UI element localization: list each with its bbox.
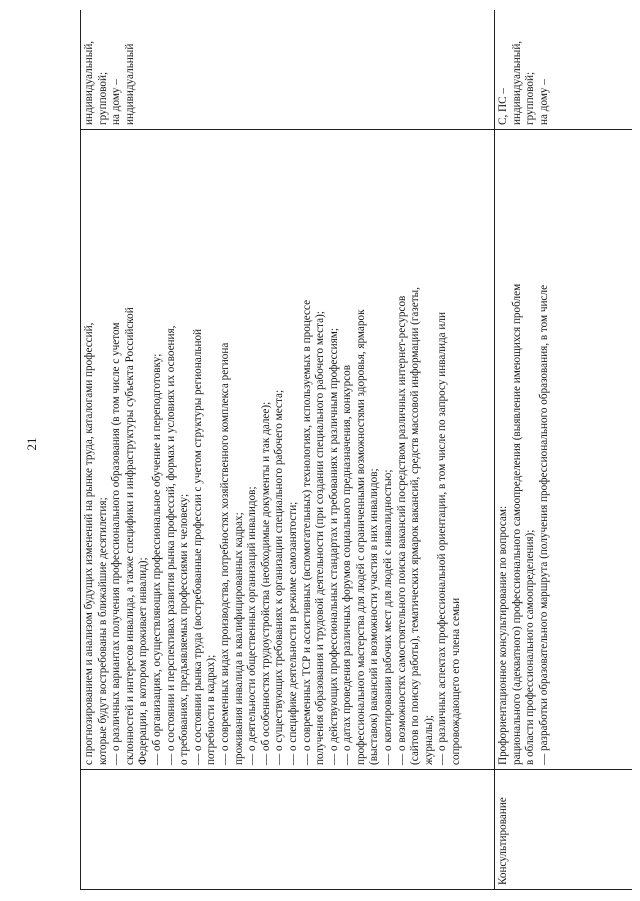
text-line: склонностей и интересов инвалида, а также специфики и инфраструктуры субъекта Российской — [123, 307, 136, 765]
text-line: — о возможностях самостоятельного поиска вакансий посредством различных интернет-ресурсов — [395, 295, 408, 765]
form-lines — [83, 14, 137, 125]
text-line: С, ПС – — [497, 88, 509, 125]
text-line: — о квотировании рабочих мест для людей с инвалидностью; — [382, 469, 395, 765]
text-line: журналы); — [422, 715, 435, 765]
text-line: — о деятельности общественных организаций инвалидов; — [246, 486, 259, 765]
text-line: Федерации, в котором проживает инвалид); — [137, 557, 150, 765]
text-line: профессионального мастерства для людей с ограниченными возможностями здоровья, ярмарок — [354, 309, 367, 765]
text-line: в области профессионального самоопределения); — [524, 529, 537, 765]
text-line: сопровождающего его члена семьи — [450, 597, 463, 765]
content-lines — [83, 134, 464, 765]
form-cell — [81, 10, 495, 130]
text-line: (сайтов по поиску работы), тематических ярмарок вакансий, средств массовой информации (газеты, — [409, 287, 422, 765]
text-line: — об особенностях трудоустройства (необходимые документы и так далее); — [259, 401, 272, 765]
form-cell — [495, 10, 633, 130]
text-line: — о современных видах производства, потребностях хозяйственного комплекса региона — [218, 342, 231, 765]
text-line: о требованиях, предъявляемых профессиями к человеку; — [178, 493, 191, 765]
content-cell — [495, 130, 633, 770]
table-row — [495, 10, 633, 890]
rotated-page — [80, 10, 632, 890]
text-line: — о различных вариантах получения профессионального образования (в том числе с учетом — [110, 322, 123, 765]
text-line: Профориентационное консультирование по вопросам: — [497, 505, 509, 765]
text-line: групповой; — [524, 71, 537, 125]
table-row — [81, 10, 495, 890]
service-name-cell — [495, 770, 633, 890]
text-line: — об организациях, осуществляющих профессиональное обучение и переподготовку; — [150, 353, 163, 765]
page-number: 21 — [24, 437, 39, 451]
text-line: групповой; — [96, 71, 109, 125]
service-name: Консультирование — [497, 797, 509, 885]
document-sheet — [80, 10, 632, 890]
content-lines — [497, 134, 551, 765]
content-cell — [81, 130, 495, 770]
form-lines — [497, 14, 551, 125]
text-line: — о современных ТСР и ассистивных (вспомогательных) технологиях, используемых в процессе — [300, 299, 313, 765]
text-line: потребности в кадрах); — [205, 654, 218, 765]
text-line: — о специфике деятельности в режиме самозанятости; — [286, 501, 299, 765]
text-line: которые будут востребованы в ближайшие десятилетия; — [96, 497, 109, 765]
text-line: — о различных аспектах профессиональной ориентации, в том числе по запросу инвалида или — [436, 312, 449, 765]
text-line: — о существующих требованиях к организации специального рабочего места; — [273, 389, 286, 765]
text-line: индивидуальный — [123, 43, 136, 125]
text-line: — о действующих профессиональных стандартах и требованиях к различным профессиям; — [327, 328, 340, 765]
text-line: индивидуальный, — [83, 40, 95, 125]
service-name-cell — [81, 770, 495, 890]
text-line: индивидуальный, — [510, 40, 523, 125]
text-line: — разработки образовательного маршрута (получения профессионального образования, в том числе — [537, 284, 550, 765]
services-table — [80, 10, 632, 890]
text-line: на дому – — [110, 79, 123, 125]
text-line: (выставок) вакансий и возможности участия в них инвалидов; — [368, 468, 381, 765]
text-line: рационального (адекватного) профессионального самоопределения (выявление имеющихся проблем — [510, 283, 523, 765]
text-line: — о состоянии и перспективах развития рынка профессий, формах и условиях их освоения, — [164, 325, 177, 765]
text-line: проживания инвалида в квалифицированных кадрах; — [232, 512, 245, 765]
text-line: с прогнозированием и анализом будущих изменений на рынке труда, каталогами профессий, — [83, 322, 95, 765]
text-line: получения образования и трудовой деятельности (при создании специального рабочего места); — [314, 311, 327, 765]
text-line: на дому – — [537, 79, 550, 125]
text-line: — о состоянии рынка труда (востребованные профессии с учетом структуры региональной — [191, 328, 204, 765]
text-line: — о датах проведения различных форумов социального предназначения, конкурсов — [341, 364, 354, 765]
